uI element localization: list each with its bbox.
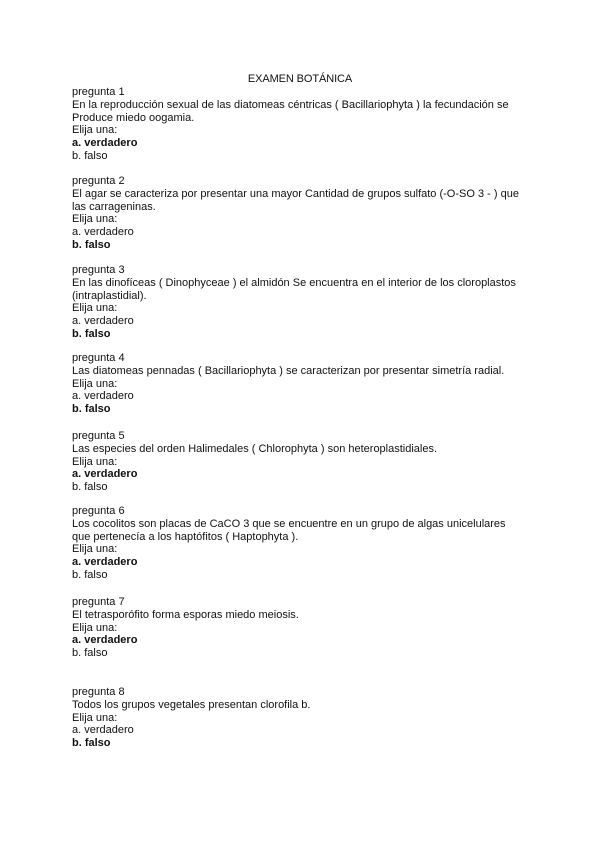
question-text-line: las carrageninas. (72, 200, 156, 213)
option-b[interactable]: b. falso (72, 481, 108, 494)
question-text-line: (intraplastidial). (72, 289, 147, 302)
option-a[interactable]: a. verdadero (72, 724, 134, 737)
question-label: pregunta 3 (72, 264, 125, 276)
question-text-line: Las especies del orden Halimedales ( Chlorophyta ) son heteroplastidiales. (72, 442, 438, 455)
question-block (72, 430, 532, 494)
answer-prompt: Elija una: (72, 377, 118, 390)
question-block (72, 86, 532, 163)
question-label: pregunta 5 (72, 430, 125, 442)
option-b[interactable]: b. falso (72, 149, 108, 162)
question-block (72, 264, 532, 341)
option-b[interactable]: b. falso (72, 737, 111, 750)
option-b[interactable]: b. falso (72, 568, 108, 581)
question-text-line: El tetrasporófito forma esporas miedo meiosis. (72, 608, 299, 621)
question-label: pregunta 6 (72, 505, 125, 517)
option-b[interactable]: b. falso (72, 238, 111, 251)
question-block (72, 686, 532, 750)
option-a[interactable]: a. verdadero (72, 390, 134, 403)
option-a[interactable]: a. verdadero (72, 468, 138, 481)
question-label: pregunta 7 (72, 596, 125, 608)
option-a[interactable]: a. verdadero (72, 137, 138, 150)
answer-prompt: Elija una: (72, 455, 118, 468)
question-label: pregunta 1 (72, 86, 125, 98)
option-a[interactable]: a. verdadero (72, 226, 134, 239)
answer-prompt: Elija una: (72, 621, 118, 634)
page-title: EXAMEN BOTÁNICA (247, 73, 353, 85)
answer-prompt: Elija una: (72, 711, 118, 724)
option-a[interactable]: a. verdadero (72, 634, 138, 647)
answer-prompt: Elija una: (72, 543, 118, 556)
option-b[interactable]: b. falso (72, 647, 108, 660)
question-text-line: que pertenecía a los haptófitos ( Haptophyta ). (72, 530, 299, 543)
question-text-line: Todos los grupos vegetales presentan clorofila b. (72, 698, 311, 711)
question-block (72, 596, 532, 660)
option-a[interactable]: a. verdadero (72, 315, 134, 328)
question-text-line: Los cocolitos son placas de CaCO 3 que se encuentre en un grupo de algas unicelulares (72, 517, 506, 530)
question-text-line: En la reproducción sexual de las diatomeas céntricas ( Bacillariophyta ) la fecundación se (72, 98, 509, 111)
question-text-line: Produce miedo oogamia. (72, 111, 195, 124)
question-block (72, 175, 532, 252)
question-label: pregunta 2 (72, 175, 125, 187)
question-text-line: El agar se caracteriza por presentar una mayor Cantidad de grupos sulfato (-O-SO 3 - ) que (72, 187, 519, 200)
question-block (72, 505, 532, 582)
question-label: pregunta 8 (72, 686, 125, 698)
answer-prompt: Elija una: (72, 213, 118, 226)
answer-prompt: Elija una: (72, 302, 118, 315)
question-text-line: En las dinofíceas ( Dinophyceae ) el almidón Se encuentra en el interior de los cloroplastos (72, 276, 516, 289)
answer-prompt: Elija una: (72, 124, 118, 137)
option-b[interactable]: b. falso (72, 327, 111, 340)
question-text-line: Las diatomeas pennadas ( Bacillariophyta ) se caracterizan por presentar simetría radial. (72, 364, 505, 377)
option-b[interactable]: b. falso (72, 403, 111, 416)
option-a[interactable]: a. verdadero (72, 556, 138, 569)
question-label: pregunta 4 (72, 352, 125, 364)
question-block (72, 352, 532, 416)
